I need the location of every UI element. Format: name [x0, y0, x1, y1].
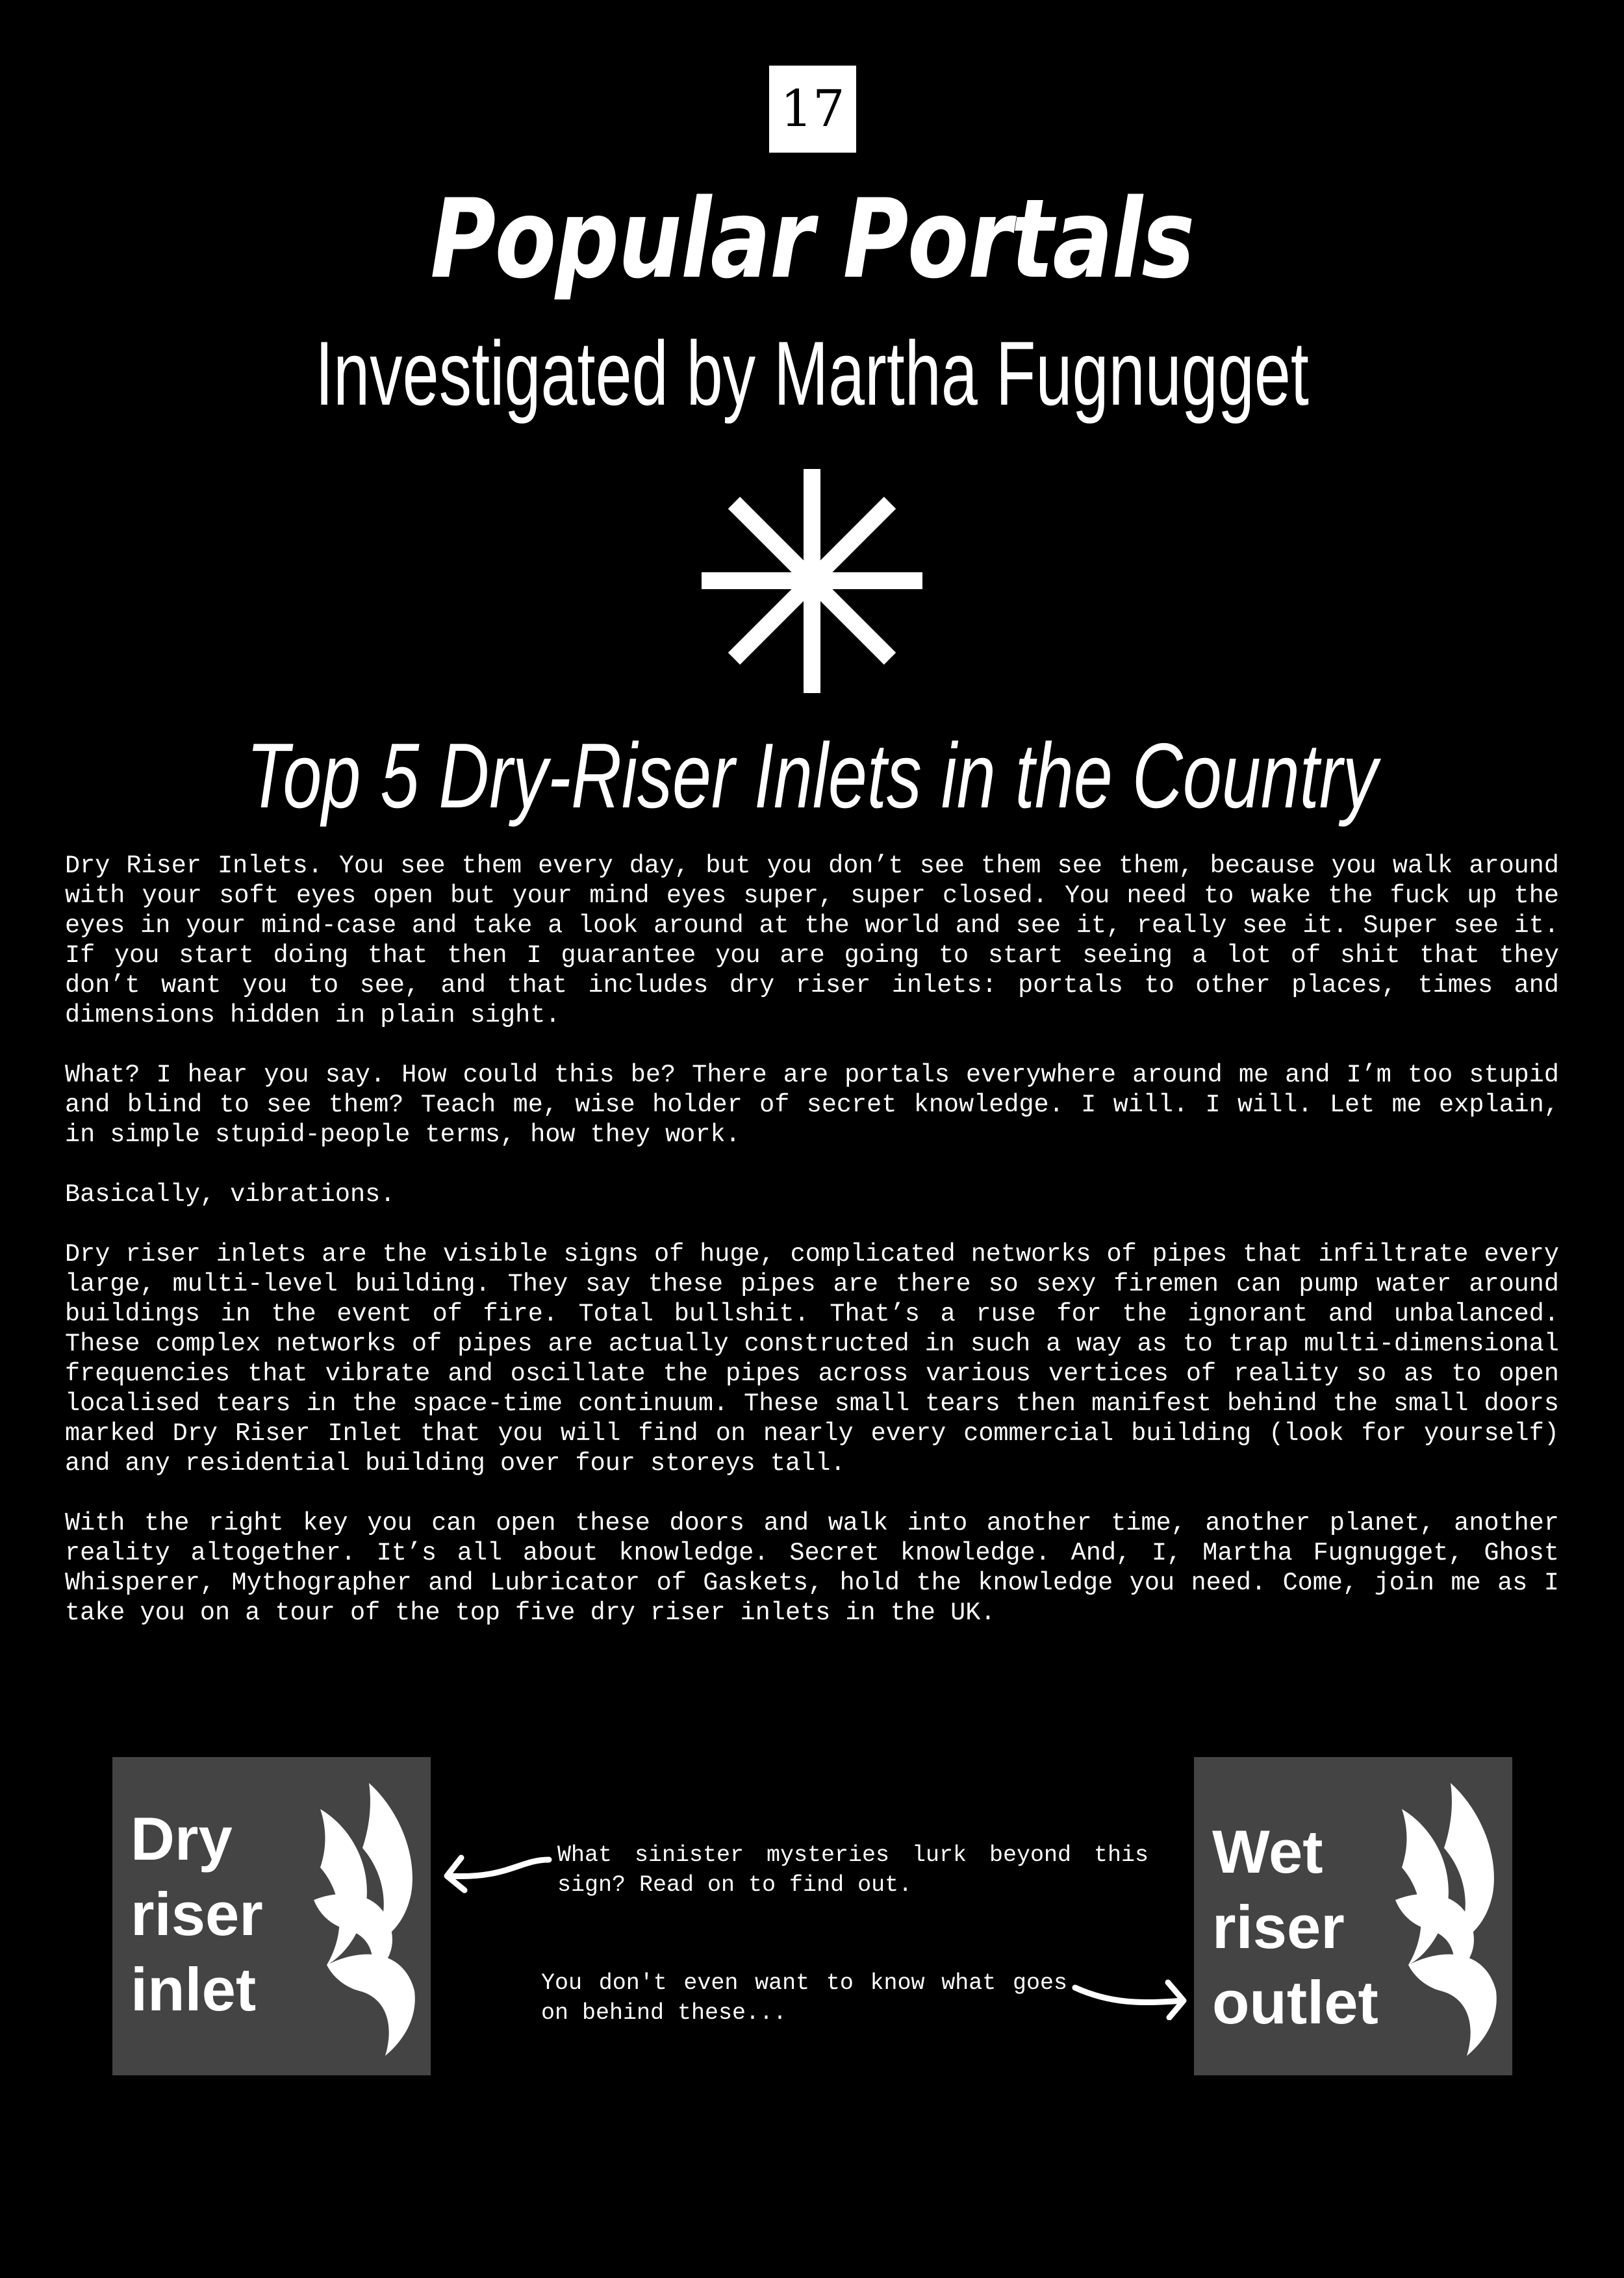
page-number: 17 — [769, 66, 856, 153]
asterisk-icon — [702, 469, 922, 693]
arrow-left-icon — [435, 1850, 552, 1895]
sign-text — [1212, 1814, 1378, 2040]
paragraph: With the right key you can open these doors and walk into another time, another planet, another reality altogether. It’s all about knowledge. Secret knowledge. And, I, Martha Fugnugget, Ghost Whisperer, Mythographer and Lubricator of Gaskets, hold the knowledge you need. Come, join me as I take you on a tour of the top five dry riser inlets in the UK. — [65, 1509, 1559, 1627]
wet-riser-outlet-sign — [1194, 1757, 1512, 2075]
article-body — [65, 851, 1559, 1658]
wet-sign-caption: You don't even want to know what goes on behind these... — [541, 1970, 1067, 2026]
flame-icon — [307, 1783, 418, 2056]
sign-line: riser — [1212, 1893, 1345, 1961]
page-title: Popular Portals — [430, 175, 1194, 303]
paragraph: Dry Riser Inlets. You see them every day, but you don’t see them see them, because you walk around with your soft eyes open but your mind eyes super, super closed. You need to wake the fuck up the eyes in your mind-case and take a look around at the world and see it, really see it. Super see it. If you start doing that then I guarantee you are going to start seeing a lot of shit that they don’t want you to see, and that includes dry riser inlets: portals to other places, times and dimensions hidden in plain sight. — [65, 852, 1559, 1030]
arrow-right-icon — [1072, 1975, 1195, 2020]
dry-riser-inlet-sign — [112, 1757, 431, 2075]
sign-line: riser — [131, 1880, 263, 1948]
sign-line: Wet — [1212, 1817, 1323, 1886]
dry-sign-caption: What sinister mysteries lurk beyond this sign? Read on to find out. — [557, 1842, 1148, 1898]
sign-line: outlet — [1212, 1968, 1378, 2036]
paragraph: What? I hear you say. How could this be? There are portals everywhere around me and I’m too stupid and blind to see them? Teach me, wise holder of secret knowledge. I will. I will. Let me explain, in simple stupid-people terms, how they work. — [65, 1061, 1559, 1149]
sign-line: Dry — [131, 1804, 233, 1873]
page-subtitle: Investigated by Martha Fugnugget — [315, 322, 1309, 424]
article-heading: Top 5 Dry-Riser Inlets in the Country — [246, 724, 1378, 828]
sign-line: inlet — [131, 1955, 257, 2023]
paragraph: Dry riser inlets are the visible signs of huge, complicated networks of pipes that infiltrate every large, multi-level building. They say these pipes are there so sexy firemen can pump water around buildings in the event of fire. Total bullshit. That’s a ruse for the ignorant and unbalanced. These complex networks of pipes are actually constructed in such a way as to trap multi-dimensional frequencies that vibrate and oscillate the pipes across various vertices of reality so as to open localised tears in the space-time continuum. These small tears then manifest behind the small doors marked Dry Riser Inlet that you will find on nearly every commercial building (look for yourself) and any residential building over four storeys tall. — [65, 1240, 1559, 1478]
sign-text — [131, 1801, 263, 2027]
flame-icon — [1389, 1783, 1499, 2056]
paragraph: Basically, vibrations. — [65, 1180, 396, 1209]
